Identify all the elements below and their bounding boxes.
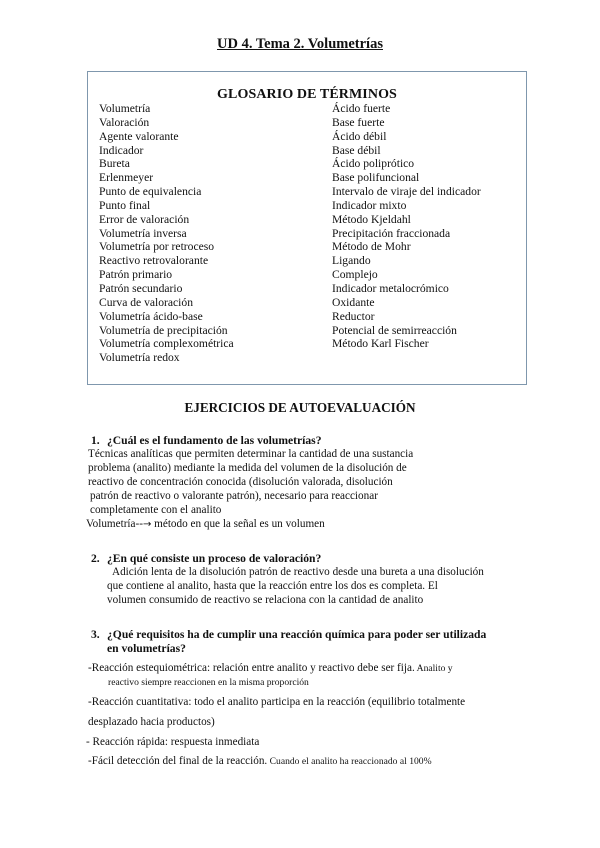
glossary-right-column	[332, 102, 481, 351]
glossary-term: Indicador mixto	[332, 198, 407, 212]
definition-line	[86, 518, 325, 530]
glossary-term: Bureta	[99, 157, 130, 171]
glossary-term: Base débil	[332, 143, 381, 157]
requirement-text: -Reacción estequiométrica: relación entre analito y reactivo debe ser fija.	[88, 662, 415, 674]
glossary-term: Precipitación fraccionada	[332, 226, 451, 240]
definition-term: Volumetría--	[86, 518, 143, 530]
glossary-term: Complejo	[332, 268, 378, 282]
answer-line: reactivo de concentración conocida (disolución valorada, disolución	[88, 476, 393, 488]
glossary-term: Patrón secundario	[99, 281, 183, 295]
glossary-term: Base polifuncional	[332, 171, 420, 185]
glossary-term: Volumetría inversa	[99, 226, 187, 240]
answer-line: volumen consumido de reactivo se relaciona con la cantidad de analito	[107, 594, 424, 606]
glossary-term: Volumetría	[99, 102, 151, 115]
glossary-term: Base fuerte	[332, 115, 385, 129]
glossary-term: Erlenmeyer	[99, 171, 154, 185]
question-3-continued: en volumetrías?	[107, 642, 186, 655]
glossary-term: Método Karl Fischer	[332, 337, 429, 351]
glossary-term: Punto de equivalencia	[99, 185, 202, 199]
glossary-term: Ligando	[332, 254, 371, 268]
glossary-term: Método de Mohr	[332, 240, 411, 254]
glossary-term: Patrón primario	[99, 268, 173, 282]
glossary-term: Volumetría redox	[99, 351, 180, 365]
exercises-title: EJERCICIOS DE AUTOEVALUACIÓN	[184, 400, 416, 415]
glossary-term: Potencial de semirreacción	[332, 323, 457, 337]
glossary-box	[87, 71, 527, 385]
glossary-term: Agente valorante	[99, 129, 179, 143]
glossary-term: Punto final	[99, 198, 151, 212]
requirement-detection	[88, 755, 432, 767]
question-number: 3.	[91, 628, 100, 641]
answer-line: completamente con el analito	[90, 504, 222, 516]
glossary-term: Intervalo de viraje del indicador	[332, 185, 481, 199]
answer-line: Adición lenta de la disolución patrón de reactivo desde una bureta a una disolución	[112, 566, 484, 578]
question-text: ¿Qué requisitos ha de cumplir una reacción química para poder ser utilizada	[107, 628, 487, 641]
question-number: 1.	[91, 434, 100, 447]
glossary-term: Indicador metalocrómico	[332, 281, 449, 295]
question-number: 2.	[91, 552, 100, 565]
glossary-term: Volumetría ácido-base	[99, 309, 203, 323]
glossary-term: Volumetría de precipitación	[99, 323, 228, 337]
glossary-term: Valoración	[99, 115, 150, 129]
glossary-term: Ácido poliprótico	[332, 157, 415, 171]
glossary-term: Ácido fuerte	[332, 102, 391, 115]
glossary-left-column	[99, 102, 234, 365]
question-text: ¿En qué consiste un proceso de valoración?	[107, 552, 322, 565]
answer-line: que contiene al analito, hasta que la reacción entre los dos es completa. El	[107, 580, 438, 592]
question-2	[91, 552, 321, 565]
requirement-quantitative: -Reacción cuantitativa: todo el analito participa en la reacción (equilibrio totalmente	[88, 696, 466, 708]
question-3	[91, 628, 486, 641]
arrow-right-icon: →	[142, 519, 152, 530]
glossary-term: Volumetría por retroceso	[99, 240, 215, 254]
answer-line: problema (analito) mediante la medida del volumen de la disolución de	[88, 462, 407, 474]
requirement-quantitative-continued: desplazado hacia productos)	[88, 716, 215, 728]
requirement-note: Cuando el analito ha reaccionado al 100%	[267, 756, 432, 767]
glossary-term: Reactivo retrovalorante	[99, 254, 209, 268]
glossary-term: Error de valoración	[99, 212, 190, 226]
answer-line: Técnicas analíticas que permiten determinar la cantidad de una sustancia	[88, 448, 414, 460]
glossary-title: GLOSARIO DE TÉRMINOS	[217, 87, 397, 102]
question-1	[91, 434, 321, 447]
question-text: ¿Cuál es el fundamento de las volumetrías?	[107, 434, 322, 447]
glossary-term: Curva de valoración	[99, 295, 194, 309]
page-title: UD 4. Tema 2. Volumetrías	[217, 36, 383, 52]
glossary-term: Indicador	[99, 143, 144, 157]
requirement-note: Analito y	[414, 663, 453, 674]
requirement-stoichiometric	[88, 662, 453, 674]
requirement-fast: - Reacción rápida: respuesta inmediata	[86, 736, 260, 748]
requirement-note-continued: reactivo siempre reaccionen en la misma proporción	[108, 677, 309, 688]
answer-line: patrón de reactivo o valorante patrón), necesario para reaccionar	[90, 490, 378, 502]
glossary-term: Método Kjeldahl	[332, 212, 411, 226]
glossary-term: Oxidante	[332, 295, 375, 309]
glossary-term: Volumetría complexométrica	[99, 337, 234, 351]
glossary-term: Reductor	[332, 309, 375, 323]
requirement-text: -Fácil detección del final de la reacción.	[88, 755, 268, 767]
glossary-term: Ácido débil	[332, 129, 387, 143]
definition-text: método en que la señal es un volumen	[151, 518, 325, 530]
